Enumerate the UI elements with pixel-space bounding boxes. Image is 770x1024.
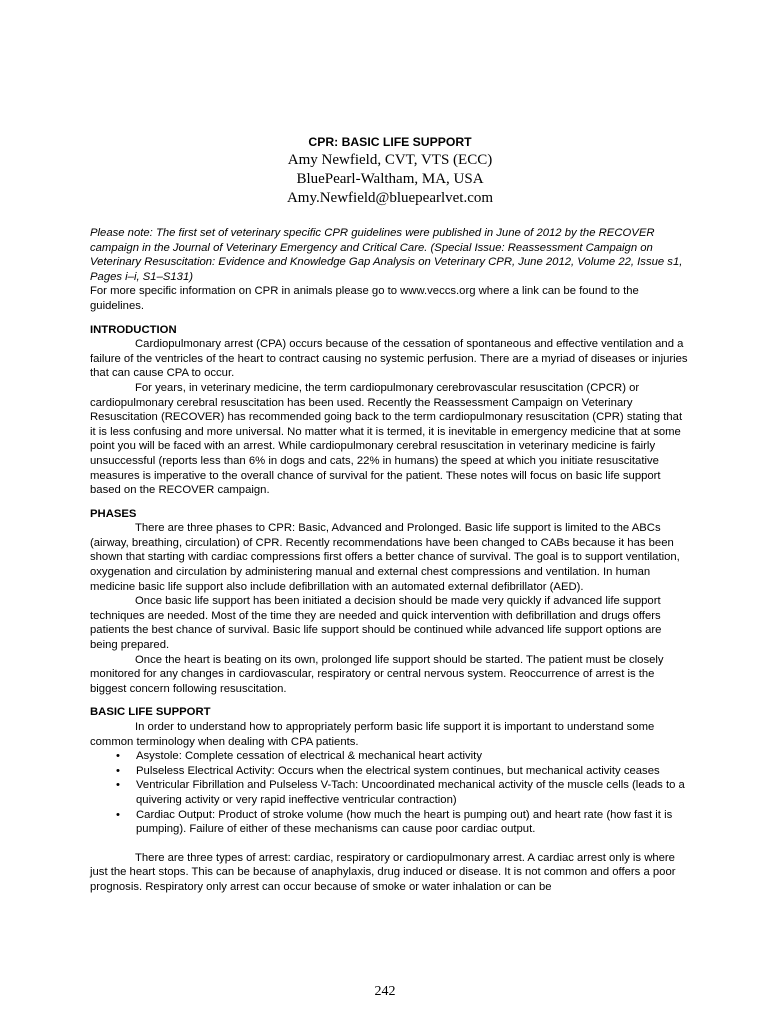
section-heading-introduction: INTRODUCTION: [90, 323, 177, 336]
terminology-list: [90, 749, 690, 837]
list-item-text: Ventricular Fibrillation and Pulseless V-Tach: Uncoordinated mechanical activity of the muscle cells (leads to a quivering activity or very rapid ineffective ventricular contraction): [136, 779, 685, 806]
document-header: [90, 134, 690, 208]
document-body: [90, 134, 690, 895]
bullet-icon: •: [116, 779, 120, 792]
section-heading-phases: PHASES: [90, 507, 137, 520]
bls-paragraph-2: There are three types of arrest: cardiac, respiratory or cardiopulmonary arrest. A cardiac arrest only is where just the heart stops. This can be because of anaphylaxis, drug induced or disease. It is not common and offers a poor prognosis. Respiratory only arrest can occur because of smoke or water inhalation or can be: [90, 851, 676, 893]
bullet-icon: •: [116, 764, 120, 777]
author-affiliation: BluePearl-Waltham, MA, USA: [296, 171, 484, 187]
list-item: [90, 778, 690, 807]
section-introduction: [90, 323, 690, 498]
note-italic-text: Please note: The first set of veterinary specific CPR guidelines were published in June of 2012 by the RECOVER campaign in the Journal of Veterinary Emergency and Critical Care. (Special Issue: Reassessment Campaign on Veterinary Resuscitation: Evidence and Knowledge Gap Analysis on Veterinary CPR, June 2012, Volume 22, Issue s1, Pages i–i, S1–S131): [90, 227, 683, 283]
list-item-text: Asystole: Complete cessation of electrical & mechanical heart activity: [136, 750, 482, 763]
list-item-text: Pulseless Electrical Activity: Occurs when the electrical system continues, but mechanical activity ceases: [136, 764, 660, 777]
bls-paragraph-1: In order to understand how to appropriately perform basic life support it is important to understand some common terminology when dealing with CPA patients.: [90, 721, 655, 748]
list-item: [90, 749, 690, 764]
phases-paragraph-3: Once the heart is beating on its own, prolonged life support should be started. The patient must be closely monitored for any changes in cardiovascular, respiratory or central nervous system. Reoccurrence of arrest is the biggest concern following resuscitation.: [90, 653, 664, 695]
author-email: Amy.Newfield@bluepearlvet.com: [286, 190, 494, 206]
section-heading-basic-life-support: BASIC LIFE SUPPORT: [90, 706, 211, 719]
list-item: [90, 808, 690, 837]
list-item: [90, 764, 690, 779]
paragraph-spacer: [90, 837, 690, 851]
phases-paragraph-2: Once basic life support has been initiated a decision should be made very quickly if advanced life support techniques are needed. Most of the time they are needed and quick intervention with defibrillation and drugs offers patients the best chance of survival. Basic life support should be continued while advanced life support options are being prepared.: [90, 595, 662, 652]
page-number: 242: [374, 984, 396, 999]
list-item-text: Cardiac Output: Product of stroke volume (how much the heart is pumping out) and heart rate (how fast it is pumping). Failure of either of these mechanisms can cause poor cardiac output.: [136, 808, 673, 836]
phases-paragraph-1: There are three phases to CPR: Basic, Advanced and Prolonged. Basic life support is limited to the ABCs (airway, breathing, circulation) of CPR. Recently recommendations have been changed to CABs because it has been shown that starting with cardiac compressions first offers a better chance of survival. The goal is to support ventilation, oxygenation and circulation by administering manual and external chest compressions and ventilation. In human medicine basic life support also include defibrillation with an automated external defibrillator (AED).: [90, 522, 680, 593]
guidelines-note: [90, 226, 690, 314]
bullet-icon: •: [116, 750, 120, 763]
section-basic-life-support: [90, 705, 690, 894]
intro-paragraph-1: Cardiopulmonary arrest (CPA) occurs because of the cessation of spontaneous and effective ventilation and a failure of the ventricles of the heart to contract causing no systemic perfusion. There are a myriad of diseases or injuries that can cause CPA to occur.: [90, 338, 688, 380]
intro-paragraph-2: For years, in veterinary medicine, the term cardiopulmonary cerebrovascular resuscitation (CPCR) or cardiopulmonary cerebral resuscitation has been used. Recently the Reassessment Campaign on Veterinary Resuscitation (RECOVER) has recommended going back to the term cardiopulmonary resuscitation (CPR) stating that it is less confusing and more universal. No matter what it is termed, it is inevitable in emergency medicine that at some point you will be faced with an arrest. While cardiopulmonary cerebral resuscitation in veterinary medicine is fairly unsuccessful (reports less than 6% in dogs and cats, 22% in humans) the speed at which you initiate resuscitative measures is imperative to the overall chance of survival for the patient. These notes will focus on basic life support based on the RECOVER campaign.: [90, 381, 683, 497]
author-name: Amy Newfield, CVT, VTS (ECC): [287, 152, 493, 168]
section-phases: [90, 507, 690, 697]
document-title: CPR: BASIC LIFE SUPPORT: [308, 135, 472, 149]
note-plain-text: For more specific information on CPR in animals please go to www.veccs.org where a link can be found to the guidelines.: [90, 285, 639, 312]
bullet-icon: •: [116, 808, 120, 821]
